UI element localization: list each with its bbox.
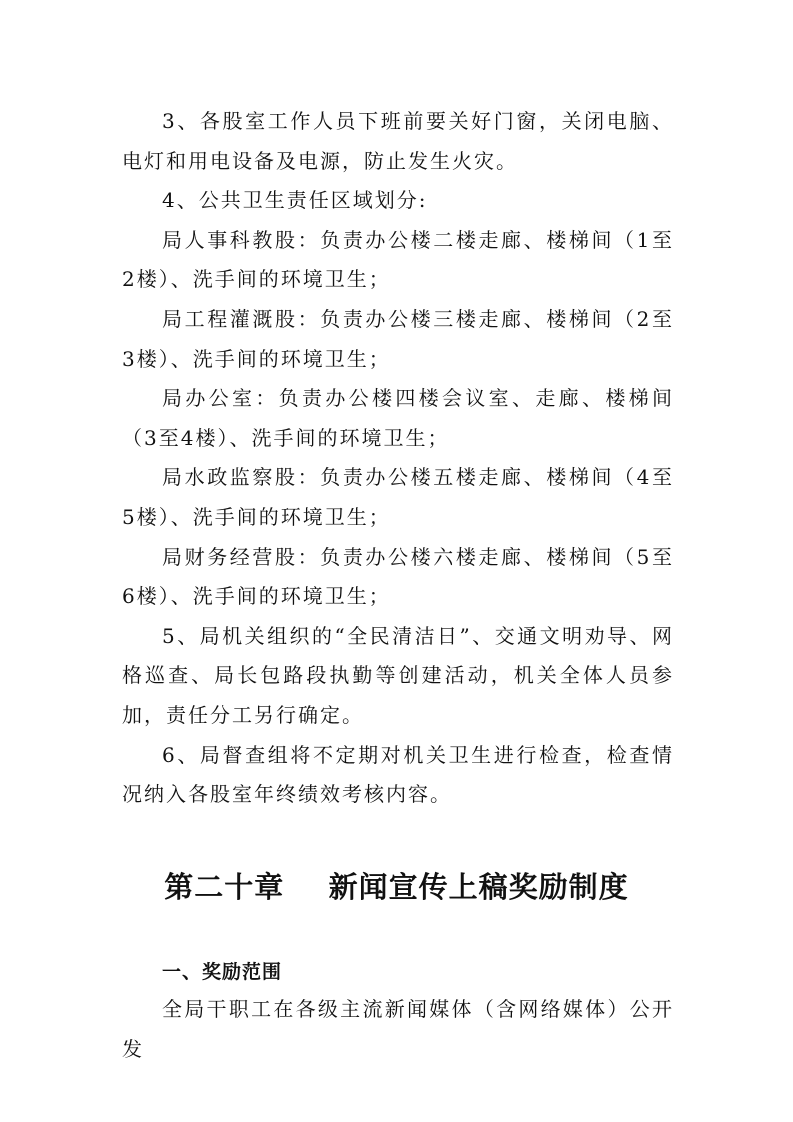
paragraph-engineering-section: 局工程灌溉股：负责办公楼三楼走廊、楼梯间（2至3楼）、洗手间的环境卫生；: [122, 306, 674, 371]
chapter-title: 第二十章 新闻宣传上稿奖励制度: [164, 870, 629, 904]
paragraph-item-3: 3、各股室工作人员下班前要关好门窗，关闭电脑、电灯和用电设备及电源，防止发生火灾。: [122, 109, 674, 173]
paragraph-item-6: 6、局督查组将不定期对机关卫生进行检查，检查情况纳入各股室年终绩效考核内容。: [122, 742, 674, 807]
paragraph-item-4: 4、公共卫生责任区域划分:: [162, 188, 428, 213]
section-paragraph: 全局干职工在各级主流新闻媒体（含网络媒体）公开发: [122, 997, 674, 1061]
paragraph-finance-section: 局财务经营股：负责办公楼六楼走廊、楼梯间（5至6楼）、洗手间的环境卫生；: [122, 544, 674, 609]
paragraph-office: 局办公室：负责办公楼四楼会议室、走廊、楼梯间（3至4楼）、洗手间的环境卫生；: [122, 386, 674, 450]
paragraph-item-5: 5、局机关组织的“全民清洁日”、交通文明劝导、网格巡查、局长包路段执勤等创建活动，机关全体人员参加，责任分工另行确定。: [122, 623, 674, 727]
section-heading: 一、奖励范围: [162, 961, 283, 983]
body-text: [122, 102, 674, 815]
paragraph-water-supervision-section: 局水政监察股：负责办公楼五楼走廊、楼梯间（4至5楼）、洗手间的环境卫生；: [122, 465, 674, 529]
paragraph-hr-section: 局人事科教股：负责办公楼二楼走廊、楼梯间（1至2楼）、洗手间的环境卫生；: [122, 227, 674, 292]
